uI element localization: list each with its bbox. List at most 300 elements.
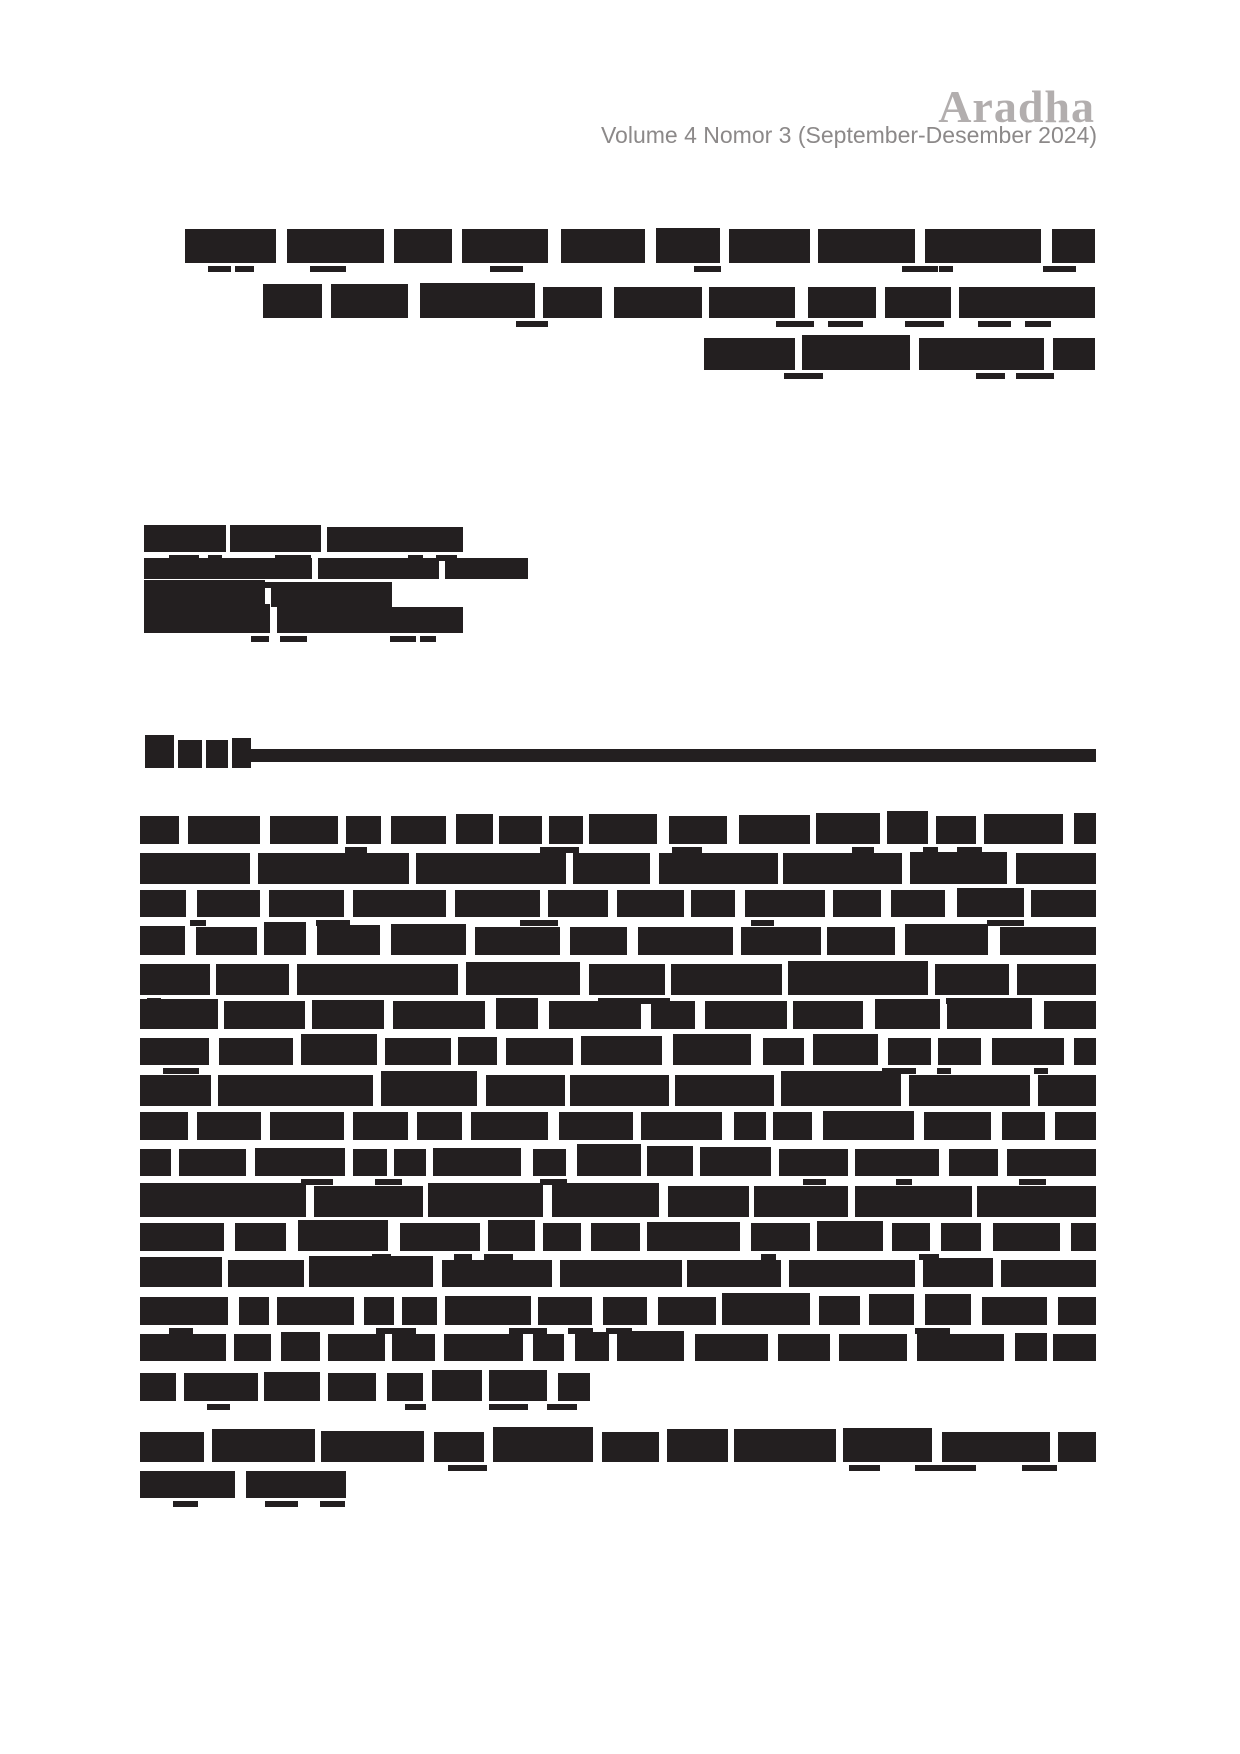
redacted-bar bbox=[896, 1179, 912, 1185]
redacted-bar bbox=[942, 1432, 1050, 1462]
redacted-bar bbox=[234, 1334, 271, 1361]
redacted-bar bbox=[420, 283, 535, 318]
redacted-bar bbox=[194, 582, 225, 588]
redacted-bar bbox=[390, 636, 416, 642]
redacted-bar bbox=[246, 1471, 346, 1498]
redacted-bar bbox=[982, 1297, 1047, 1325]
redacted-bar bbox=[761, 1254, 776, 1260]
redacted-bar bbox=[803, 1179, 826, 1185]
redacted-bar bbox=[196, 927, 257, 955]
redacted-bar bbox=[902, 266, 938, 272]
redacted-bar bbox=[1015, 1333, 1047, 1361]
redacted-bar bbox=[935, 964, 1009, 995]
redacted-bar bbox=[331, 284, 408, 318]
redacted-bar bbox=[391, 924, 466, 955]
redacted-bar bbox=[171, 1068, 199, 1074]
redacted-bar bbox=[598, 998, 618, 1004]
redacted-bar bbox=[673, 1034, 751, 1065]
redacted-bar bbox=[251, 749, 1096, 762]
redacted-bar bbox=[353, 890, 446, 917]
redacted-bar bbox=[741, 927, 821, 955]
redacted-bar bbox=[317, 925, 380, 955]
redacted-bar bbox=[375, 1179, 402, 1185]
redacted-bar bbox=[1043, 266, 1076, 272]
redacted-bar bbox=[140, 999, 218, 1029]
redacted-bar bbox=[277, 1297, 354, 1325]
redacted-bar bbox=[823, 1111, 914, 1140]
redacted-bar bbox=[402, 1297, 437, 1325]
redacted-bar bbox=[1058, 1432, 1096, 1462]
redacted-bar bbox=[287, 229, 384, 263]
redacted-bar bbox=[993, 1223, 1060, 1251]
redacted-bar bbox=[417, 1112, 462, 1140]
redacted-bar bbox=[647, 1146, 693, 1176]
redacted-bar bbox=[602, 1432, 659, 1462]
redacted-bar bbox=[436, 555, 457, 561]
redacted-bar bbox=[915, 1465, 952, 1471]
redacted-bar bbox=[228, 1260, 304, 1287]
redacted-bar bbox=[917, 1334, 1004, 1361]
redacted-bar bbox=[489, 1404, 528, 1410]
redacted-bar bbox=[321, 1431, 424, 1462]
redacted-bar bbox=[448, 1465, 487, 1471]
redacted-bar bbox=[376, 1328, 416, 1334]
redacted-bar bbox=[314, 1186, 423, 1217]
redacted-bar bbox=[206, 740, 228, 768]
redacted-bar bbox=[687, 1260, 781, 1287]
redacted-bar bbox=[346, 816, 381, 844]
redacted-bar bbox=[568, 1328, 593, 1334]
redacted-bar bbox=[509, 1328, 547, 1334]
redacted-bar bbox=[575, 1332, 609, 1361]
redacted-bar bbox=[140, 1373, 176, 1401]
redacted-bar bbox=[520, 920, 558, 926]
redacted-bar bbox=[140, 1112, 188, 1140]
redacted-bar bbox=[1058, 1297, 1096, 1325]
redacted-bar bbox=[839, 1334, 907, 1361]
redacted-bar bbox=[776, 321, 814, 327]
redacted-bar bbox=[258, 853, 409, 884]
redacted-bar bbox=[952, 1465, 976, 1471]
redacted-bar bbox=[312, 1000, 384, 1029]
redacted-bar bbox=[224, 1001, 305, 1029]
redacted-bar bbox=[818, 229, 915, 263]
redacted-bar bbox=[855, 1149, 939, 1176]
redacted-bar bbox=[739, 815, 810, 844]
redacted-bar bbox=[364, 1297, 394, 1325]
redacted-bar bbox=[549, 816, 583, 844]
redacted-bar bbox=[140, 1297, 228, 1325]
redacted-bar bbox=[946, 998, 971, 1004]
redacted-bar bbox=[493, 1427, 593, 1462]
redacted-bar bbox=[1074, 813, 1096, 844]
redacted-bar bbox=[751, 1223, 810, 1251]
redacted-bar bbox=[197, 890, 260, 917]
redacted-bar bbox=[140, 1257, 222, 1287]
redacted-bar bbox=[387, 1373, 423, 1401]
redacted-bar bbox=[581, 1036, 662, 1065]
redacted-bar bbox=[1002, 1112, 1045, 1140]
redacted-bar bbox=[875, 999, 940, 1029]
redacted-bar bbox=[499, 816, 542, 844]
redacted-bar bbox=[1074, 1038, 1096, 1065]
redacted-bar bbox=[548, 890, 608, 917]
redacted-bar bbox=[816, 813, 880, 844]
redacted-bar bbox=[400, 1223, 480, 1251]
redacted-bar bbox=[147, 998, 161, 1004]
redacted-bar bbox=[938, 1038, 981, 1065]
redacted-bar bbox=[235, 1223, 286, 1251]
redacted-bar bbox=[538, 1297, 592, 1325]
redacted-bar bbox=[984, 814, 1063, 844]
redacted-bar bbox=[704, 338, 795, 370]
redacted-bar bbox=[540, 847, 579, 853]
redacted-bar bbox=[301, 1179, 333, 1185]
redacted-bar bbox=[833, 890, 881, 917]
redacted-bar bbox=[1052, 229, 1095, 263]
redacted-bar bbox=[577, 1144, 641, 1176]
redacted-bar bbox=[316, 920, 350, 926]
redacted-bar bbox=[178, 740, 202, 768]
redacted-bar bbox=[1071, 1223, 1096, 1251]
redacted-bar bbox=[978, 321, 1011, 327]
redacted-bar bbox=[722, 1293, 810, 1325]
redacted-bar bbox=[381, 1071, 477, 1106]
redacted-bar bbox=[779, 1149, 848, 1176]
redacted-bar bbox=[428, 1183, 543, 1217]
redacted-bar bbox=[813, 1034, 878, 1065]
redacted-bar bbox=[444, 1334, 523, 1361]
redacted-bar bbox=[589, 814, 657, 844]
redacted-bar bbox=[668, 1186, 749, 1217]
redacted-bar bbox=[1038, 1075, 1096, 1106]
redacted-bar bbox=[957, 888, 1024, 917]
redacted-bar bbox=[783, 853, 902, 884]
redacted-bar bbox=[570, 927, 627, 955]
redacted-bar bbox=[454, 1254, 472, 1260]
redacted-bar bbox=[617, 890, 684, 917]
redacted-bar bbox=[140, 1471, 235, 1498]
redacted-bar bbox=[416, 853, 566, 884]
redacted-bar bbox=[455, 890, 540, 917]
redacted-bar bbox=[265, 1501, 298, 1507]
redacted-bar bbox=[212, 1429, 315, 1462]
redacted-bar bbox=[140, 890, 186, 917]
redacted-bar bbox=[484, 1254, 513, 1260]
redacted-bar bbox=[751, 920, 774, 926]
redacted-bar bbox=[1017, 964, 1096, 995]
redacted-bar bbox=[734, 1112, 766, 1140]
redacted-bar bbox=[959, 287, 1095, 318]
redacted-bar bbox=[140, 1432, 204, 1462]
redacted-bar bbox=[301, 1034, 377, 1065]
redacted-bar bbox=[882, 1068, 916, 1074]
redacted-bar bbox=[957, 847, 982, 853]
redacted-bar bbox=[543, 287, 602, 318]
redacted-bar bbox=[533, 1334, 564, 1361]
redacted-bar bbox=[232, 738, 251, 768]
redacted-bar bbox=[179, 1149, 246, 1176]
redacted-bar bbox=[188, 816, 260, 844]
redacted-bar bbox=[275, 555, 311, 561]
redacted-bar bbox=[251, 582, 286, 588]
redacted-bar bbox=[144, 604, 270, 633]
redacted-bar bbox=[549, 1001, 641, 1029]
redacted-bar bbox=[659, 853, 778, 884]
redacted-bar bbox=[869, 1294, 914, 1325]
redacted-bar bbox=[263, 284, 322, 318]
redacted-bar bbox=[327, 527, 463, 552]
redacted-bar bbox=[612, 998, 648, 1004]
redacted-bar bbox=[559, 1112, 633, 1140]
redacted-bar bbox=[1031, 890, 1096, 917]
redacted-bar bbox=[392, 1334, 435, 1361]
redacted-bar bbox=[705, 1001, 787, 1029]
redacted-bar bbox=[919, 338, 1044, 370]
redacted-bar bbox=[277, 607, 463, 633]
redacted-bar bbox=[353, 1112, 408, 1140]
redacted-bar bbox=[271, 582, 392, 607]
redacted-bar bbox=[219, 1038, 293, 1065]
redacted-bar bbox=[540, 1179, 567, 1185]
redacted-bar bbox=[641, 1112, 722, 1140]
redacted-bar bbox=[208, 555, 222, 561]
redacted-bar bbox=[617, 1331, 684, 1361]
redacted-bar bbox=[496, 998, 538, 1029]
issue-line: Volume 4 Nomor 3 (September-Desember 2024) bbox=[600, 122, 1097, 148]
redacted-bar bbox=[570, 1075, 669, 1106]
redacted-bar bbox=[891, 890, 945, 917]
redacted-bar bbox=[802, 335, 910, 370]
journal-logo: Aradha bbox=[938, 81, 1095, 132]
redacted-bar bbox=[849, 1465, 875, 1471]
redacted-bar bbox=[745, 890, 825, 917]
redacted-bar bbox=[169, 1328, 193, 1334]
redacted-bar bbox=[144, 580, 265, 607]
redacted-bar bbox=[656, 228, 720, 263]
redacted-bar bbox=[1007, 1149, 1096, 1176]
redacted-bar bbox=[216, 964, 289, 995]
redacted-bar bbox=[169, 555, 199, 561]
redacted-bar bbox=[843, 1428, 932, 1462]
redacted-bar bbox=[490, 266, 523, 272]
redacted-bar bbox=[144, 525, 226, 552]
redacted-bar bbox=[190, 920, 206, 926]
redacted-bar bbox=[298, 1220, 388, 1251]
redacted-bar bbox=[827, 927, 895, 955]
redacted-bar bbox=[310, 266, 346, 272]
redacted-bar bbox=[1034, 1068, 1048, 1074]
redacted-bar bbox=[471, 1112, 548, 1140]
redacted-bar bbox=[808, 287, 876, 318]
redacted-bar bbox=[270, 816, 338, 844]
redacted-bar bbox=[691, 890, 735, 917]
redacted-bar bbox=[442, 1260, 552, 1287]
redacted-bar bbox=[709, 287, 795, 318]
redacted-bar bbox=[1019, 1179, 1046, 1185]
redacted-bar bbox=[185, 229, 276, 263]
redacted-bar bbox=[280, 636, 307, 642]
redacted-bar bbox=[638, 998, 670, 1004]
redacted-bar bbox=[445, 558, 528, 579]
redacted-bar bbox=[486, 1075, 565, 1106]
redacted-bar bbox=[941, 1223, 981, 1251]
redacted-bar bbox=[984, 321, 1010, 327]
redacted-bar bbox=[909, 1075, 1030, 1106]
redacted-bar bbox=[1016, 853, 1096, 884]
redacted-bar bbox=[885, 287, 951, 318]
redacted-bar bbox=[145, 735, 174, 768]
redacted-bar bbox=[1053, 338, 1095, 370]
redacted-bar bbox=[163, 1068, 193, 1074]
redacted-bar bbox=[828, 321, 863, 327]
redacted-bar bbox=[976, 373, 1005, 379]
redacted-bar bbox=[264, 1372, 320, 1401]
redacted-bar bbox=[614, 287, 702, 318]
redacted-bar bbox=[763, 1038, 804, 1065]
redacted-bar bbox=[140, 1223, 224, 1251]
redacted-bar bbox=[606, 1328, 632, 1334]
redacted-bar bbox=[561, 229, 645, 263]
redacted-bar bbox=[251, 636, 269, 642]
redacted-bar bbox=[932, 1465, 970, 1471]
redacted-bar bbox=[516, 321, 534, 327]
redacted-bar bbox=[949, 1149, 998, 1176]
redacted-bar bbox=[667, 1429, 728, 1462]
redacted-bar bbox=[778, 1334, 830, 1361]
redacted-bar bbox=[488, 1220, 535, 1251]
redacted-bar bbox=[788, 961, 928, 995]
redacted-bar bbox=[925, 1294, 971, 1325]
redacted-bar bbox=[270, 1112, 344, 1140]
redacted-bar bbox=[892, 1223, 930, 1251]
redacted-bar bbox=[977, 1186, 1096, 1217]
redacted-bar bbox=[328, 1373, 376, 1401]
redacted-bar bbox=[408, 555, 423, 561]
redacted-bar bbox=[1016, 373, 1054, 379]
redacted-bar bbox=[658, 1297, 716, 1325]
redacted-bar bbox=[533, 1149, 566, 1176]
redacted-bar bbox=[852, 847, 874, 853]
redacted-bar bbox=[433, 1148, 521, 1176]
redacted-bar bbox=[1053, 1334, 1096, 1361]
redacted-bar bbox=[394, 229, 452, 263]
redacted-bar bbox=[887, 811, 928, 844]
redacted-bar bbox=[184, 1373, 258, 1401]
redacted-bar bbox=[558, 1373, 590, 1401]
redacted-bar bbox=[858, 1465, 880, 1471]
redacted-bar bbox=[987, 920, 1024, 926]
redacted-bar bbox=[140, 1149, 171, 1176]
redacted-bar bbox=[140, 816, 179, 844]
redacted-bar bbox=[372, 1254, 391, 1260]
redacted-bar bbox=[140, 964, 210, 995]
redacted-bar bbox=[734, 1429, 836, 1462]
redacted-bar bbox=[393, 1001, 485, 1029]
redacted-bar bbox=[239, 1297, 269, 1325]
redacted-bar bbox=[924, 1112, 991, 1140]
redacted-bar bbox=[937, 1068, 951, 1074]
redacted-bar bbox=[506, 1038, 573, 1065]
redacted-bar bbox=[729, 229, 810, 263]
redacted-bar bbox=[297, 964, 458, 995]
redacted-bar bbox=[268, 582, 297, 588]
redacted-bar bbox=[140, 1038, 209, 1065]
redacted-bar bbox=[543, 1223, 581, 1251]
redacted-bar bbox=[458, 1037, 497, 1065]
redacted-bar bbox=[385, 1038, 451, 1065]
redacted-bar bbox=[694, 266, 721, 272]
redacted-bar bbox=[905, 321, 944, 327]
redacted-bar bbox=[405, 1404, 426, 1410]
redacted-bar bbox=[320, 1501, 345, 1507]
redacted-bar bbox=[218, 1075, 373, 1106]
redacted-bar bbox=[552, 1183, 659, 1217]
redacted-bar bbox=[992, 1038, 1064, 1065]
redacted-bar bbox=[1025, 321, 1051, 327]
redacted-bar bbox=[140, 1183, 306, 1217]
redacted-bar bbox=[915, 1328, 950, 1334]
redacted-bar bbox=[391, 816, 446, 844]
redacted-bar bbox=[919, 1254, 939, 1260]
redacted-bar bbox=[230, 525, 321, 552]
redacted-bar bbox=[672, 847, 702, 853]
redacted-bar bbox=[1001, 1260, 1096, 1287]
redacted-bar bbox=[1000, 927, 1096, 955]
redacted-bar bbox=[700, 1147, 771, 1176]
redacted-bar bbox=[197, 1112, 261, 1140]
redacted-bar bbox=[591, 1223, 640, 1251]
redacted-bar bbox=[328, 1334, 385, 1361]
redacted-bar bbox=[789, 1260, 915, 1287]
redacted-bar bbox=[855, 1186, 972, 1217]
redacted-bar bbox=[695, 1334, 768, 1361]
redacted-bar bbox=[140, 926, 185, 955]
redacted-bar bbox=[235, 266, 254, 272]
redacted-bar bbox=[207, 1404, 230, 1410]
redacted-bar bbox=[817, 1221, 883, 1251]
redacted-bar bbox=[888, 1038, 931, 1065]
redacted-bar bbox=[345, 847, 367, 853]
redacted-bar bbox=[208, 266, 231, 272]
redacted-bar bbox=[781, 1071, 901, 1106]
redacted-bar bbox=[353, 1149, 387, 1176]
redacted-bar bbox=[456, 814, 493, 844]
redacted-bar bbox=[475, 927, 560, 955]
redacted-bar bbox=[638, 927, 733, 955]
redacted-bar bbox=[910, 852, 1007, 884]
redacted-bar bbox=[547, 1404, 577, 1410]
redacted-bar bbox=[647, 1222, 740, 1251]
redacted-bar bbox=[1022, 1465, 1057, 1471]
redacted-bar bbox=[925, 229, 1041, 263]
redacted-bar bbox=[675, 1075, 774, 1106]
redacted-bar bbox=[462, 229, 548, 263]
redacted-bar bbox=[255, 1148, 345, 1176]
redacted-bar bbox=[923, 847, 938, 853]
redacted-bar bbox=[819, 1296, 860, 1325]
redacted-bar bbox=[784, 373, 823, 379]
redacted-bar bbox=[466, 962, 580, 995]
redacted-bar bbox=[669, 816, 727, 844]
redacted-bar bbox=[982, 373, 1000, 379]
redacted-bar bbox=[140, 1334, 226, 1361]
redacted-bar bbox=[1055, 1112, 1096, 1140]
redacted-bar bbox=[793, 1001, 863, 1029]
redacted-bar bbox=[140, 1075, 211, 1106]
redacted-bar bbox=[281, 1332, 320, 1361]
redacted-bar bbox=[560, 1260, 682, 1287]
